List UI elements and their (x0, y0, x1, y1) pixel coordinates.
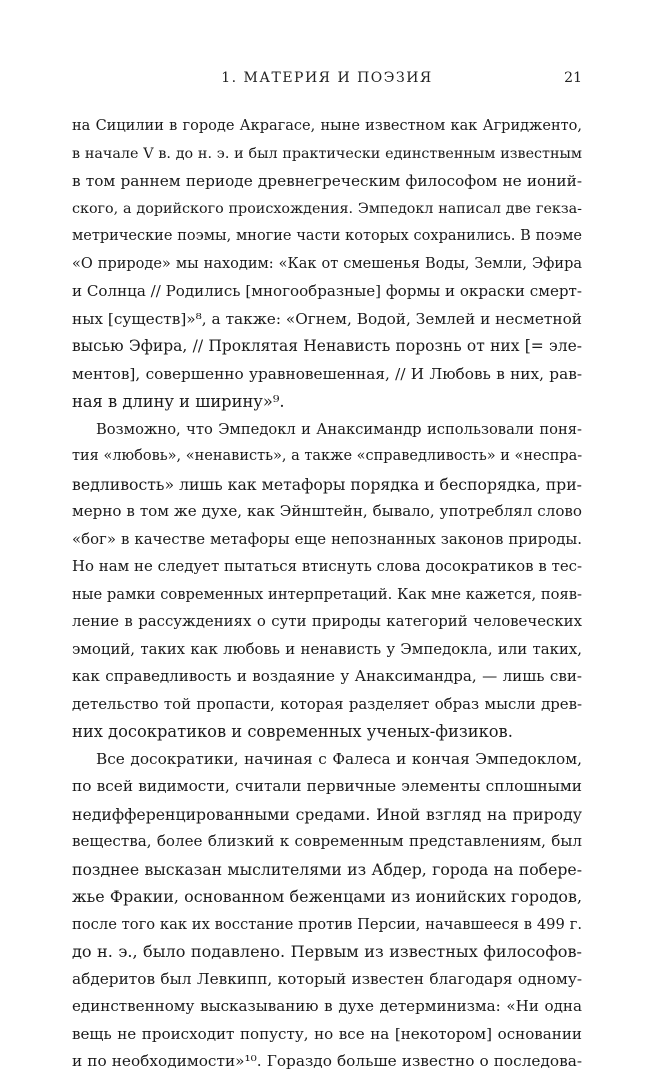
text-line: до н. э., было подавлено. Первым из известных философов- (72, 942, 582, 961)
text-line: мерно в том же духе, как Эйнштейн, бывало, употреблял слово (72, 502, 582, 520)
text-line: единственному высказыванию в духе детерминизма: «Ни одна (72, 997, 582, 1015)
text-line: в начале V в. до н. э. и был практически единственным известным (72, 145, 582, 162)
text-line: и по необходимости»¹⁰. Гораздо больше известно о последова- (72, 1052, 582, 1070)
text-line: «О природе» мы находим: «Как от смешенья Воды, Земли, Эфира (72, 255, 582, 272)
text-line: ментов], совершенно уравновешенная, // И Любовь в них, рав- (72, 364, 582, 383)
text-line: после того как их восстание против Персии, начавшееся в 499 г. (72, 915, 582, 933)
text-line: вещь не происходит попусту, но все на [некотором] основании (72, 1024, 582, 1043)
text-line: ные рамки современных интерпретаций. Как мне кажется, появ- (72, 585, 582, 603)
paragraph (72, 746, 582, 1076)
text-line: недифференцированными средами. Иной взгляд на природу (72, 804, 582, 824)
text-line: как справедливость и воздаяние у Анаксимандра, — лишь сви- (72, 667, 582, 685)
text-line: Все досократики, начиная с Фалеса и кончая Эмпедоклом, (96, 749, 582, 768)
text-line: высью Эфира, // Проклятая Ненависть порознь от них [= эле- (72, 337, 582, 355)
text-line: в том раннем периоде древнегреческим философом не ионий- (72, 172, 582, 190)
text-line: на Сицилии в городе Акрагасе, ныне известном как Агридженто, (72, 118, 582, 134)
paragraph (72, 113, 582, 416)
text-line: детельство той пропасти, которая разделяет образ мысли древ- (72, 694, 582, 713)
text-line: эмоций, таких как любовь и ненависть у Эмпедокла, или таких, (72, 639, 582, 658)
text-line: Но нам не следует пытаться втиснуть слова досократиков в тес- (72, 557, 582, 575)
text-line: позднее высказан мыслителями из Абдер, города на побере- (72, 859, 582, 879)
text-line: ского, а дорийского происхождения. Эмпедокл написал две гекза- (72, 200, 582, 217)
text-line: Возможно, что Эмпедокл и Анаксимандр использовали поня- (96, 420, 582, 438)
text-line: «бог» в качестве метафоры еще непознанных законов природы. (72, 529, 582, 548)
text-line: тия «любовь», «ненависть», а также «справедливость» и «неспра- (72, 448, 583, 464)
text-line: метрические поэмы, многие части которых сохранились. В поэме (72, 228, 582, 244)
text-line: ная в длину и ширину»⁹. (72, 392, 285, 411)
text-line: ных [существ]»⁸, а также: «Огнем, Водой, Землей и несметной (72, 309, 582, 328)
text-line: ление в рассуждениях о сути природы категорий человеческих (72, 612, 582, 630)
text-line: вещества, более близкий к современным представлениям, был (72, 832, 582, 850)
text-line: по всей видимости, считали первичные элементы сплошными (72, 777, 582, 795)
body-text (72, 113, 582, 1076)
paragraph (72, 416, 582, 746)
text-line: абдеритов был Левкипп, который известен благодаря одному- (72, 969, 582, 988)
text-line: жье Фракии, основанном беженцами из ионийских городов, (72, 887, 582, 906)
text-line: и Солнца // Родились [многообразные] формы и окраски смерт- (72, 282, 582, 300)
page-number: 21 (564, 70, 582, 86)
text-line: ведливость» лишь как метафоры порядка и беспорядка, при- (72, 474, 582, 494)
running-header (72, 70, 582, 90)
chapter-title: 1. МАТЕРИЯ И ПОЭЗИЯ (221, 70, 433, 86)
text-line: них досократиков и современных ученых-физиков. (72, 722, 513, 741)
